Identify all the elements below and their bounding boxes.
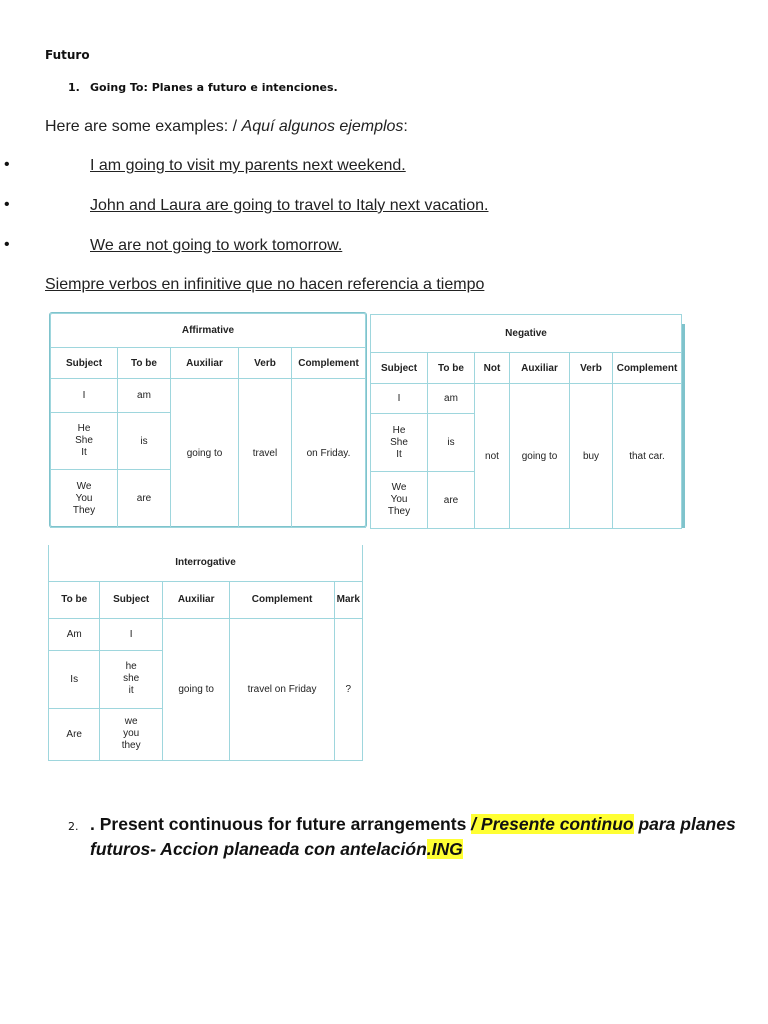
intro-end: :	[403, 118, 408, 135]
subject-cell: He She It	[371, 414, 428, 472]
doc-title: Futuro	[45, 48, 90, 62]
section-2-number: 2.	[68, 820, 79, 833]
auxiliar-cell: going to	[162, 618, 229, 760]
to-be-cell: Am	[49, 618, 100, 650]
column-header: Auxiliar	[162, 581, 229, 618]
to-be-cell: are	[118, 470, 171, 528]
to-be-cell: am	[118, 379, 171, 413]
section-1-heading	[68, 81, 338, 94]
affirmative-caption: Affirmative	[51, 314, 366, 348]
intro-line	[45, 118, 408, 136]
subject-cell: we you they	[100, 708, 163, 760]
column-header: To be	[428, 353, 475, 384]
column-header: Complement	[230, 581, 334, 618]
section-1-number: 1.	[68, 81, 80, 94]
column-header: Not	[475, 353, 510, 384]
mark-cell: ?	[334, 618, 362, 760]
subject-cell: He She It	[51, 413, 118, 470]
column-header: To be	[49, 581, 100, 618]
subject-cell: I	[51, 379, 118, 413]
section-2-ing: .ING	[426, 839, 463, 859]
to-be-cell: are	[428, 472, 475, 529]
not-cell: not	[475, 384, 510, 529]
negative-table	[370, 314, 682, 529]
section-2-part1: . Present continuous for future arrangements	[90, 814, 472, 834]
section-2-highlight: Presente continuo	[480, 814, 634, 834]
to-be-cell: is	[428, 414, 475, 472]
bullet-icon: •	[4, 196, 10, 213]
section-2-text	[90, 812, 760, 862]
column-header: Mark	[334, 581, 362, 618]
complement-cell: travel on Friday	[230, 618, 334, 760]
to-be-cell: Is	[49, 650, 100, 708]
column-header: Subject	[51, 348, 118, 379]
complement-cell: that car.	[613, 384, 682, 529]
bullet-item: We are not going to work tomorrow.	[90, 237, 343, 254]
interrogative-caption: Interrogative	[49, 545, 363, 581]
column-header: Subject	[371, 353, 428, 384]
subject-cell: I	[371, 384, 428, 414]
column-header: Auxiliar	[510, 353, 570, 384]
infinitive-note: Siempre verbos en infinitive que no hacen referencia a tiempo	[45, 276, 485, 293]
interrogative-table	[48, 545, 363, 761]
column-header: To be	[118, 348, 171, 379]
column-header: Verb	[570, 353, 613, 384]
bullet-icon: •	[4, 156, 10, 173]
affirmative-table	[50, 313, 366, 528]
intro-italic: Aquí algunos ejemplos	[241, 118, 404, 135]
verb-cell: buy	[570, 384, 613, 529]
negative-caption: Negative	[371, 315, 682, 353]
auxiliar-cell: going to	[510, 384, 570, 529]
subject-cell: We You They	[371, 472, 428, 529]
complement-cell: on Friday.	[292, 379, 366, 528]
column-header: Complement	[613, 353, 682, 384]
bullet-item: I am going to visit my parents next weekend.	[90, 157, 406, 174]
bullet-item: John and Laura are going to travel to Italy next vacation.	[90, 197, 489, 214]
bullet-icon: •	[4, 236, 10, 253]
subject-cell: We You They	[51, 470, 118, 528]
section-2-italic: para planes futuros- Accion planeada con antelación	[90, 814, 736, 859]
subject-cell: I	[100, 618, 163, 650]
subject-cell: he she it	[100, 650, 163, 708]
to-be-cell: is	[118, 413, 171, 470]
column-header: Subject	[100, 581, 163, 618]
column-header: Complement	[292, 348, 366, 379]
section-2-slash: /	[471, 814, 481, 834]
intro-plain: Here are some examples: /	[45, 118, 242, 135]
section-1-title: Going To: Planes a futuro e intenciones.	[90, 81, 338, 94]
verb-cell: travel	[239, 379, 292, 528]
to-be-cell: am	[428, 384, 475, 414]
column-header: Verb	[239, 348, 292, 379]
to-be-cell: Are	[49, 708, 100, 760]
auxiliar-cell: going to	[171, 379, 239, 528]
negative-frame-edge	[682, 324, 685, 528]
column-header: Auxiliar	[171, 348, 239, 379]
